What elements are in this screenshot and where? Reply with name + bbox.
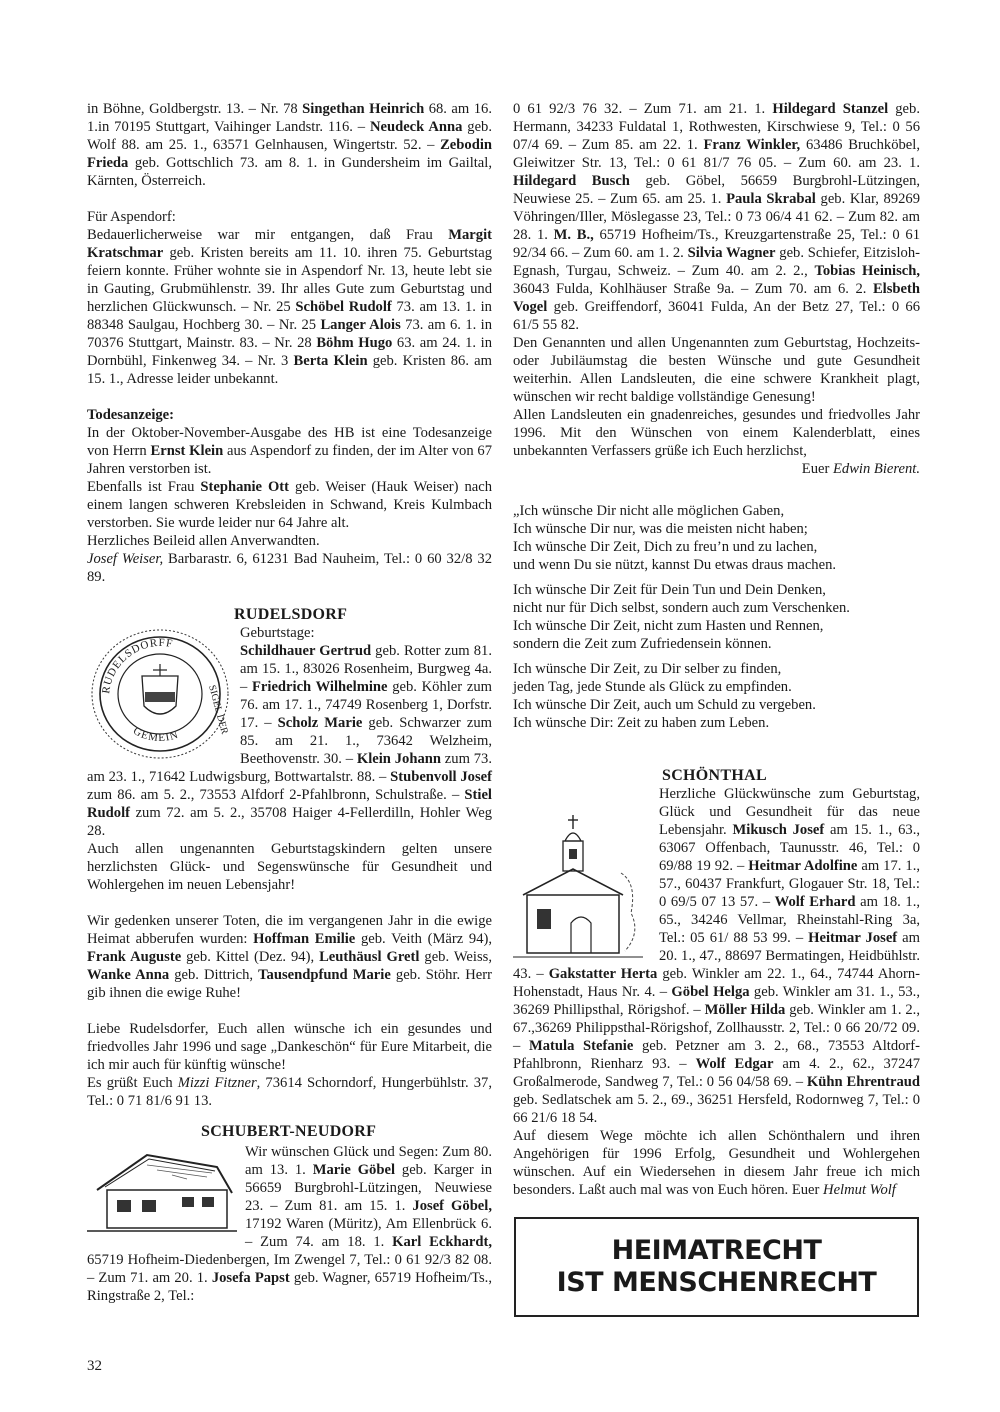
bold-name: Singethan Heinrich	[302, 101, 425, 117]
bold-name: Ernst Klein	[150, 443, 224, 459]
bold-name: Karl Eckhardt,	[392, 1234, 492, 1250]
rudelsdorf-birthdays: Schildhauer Gertrud geb. Rotter zum 81. am 15. 1., 83026 Rosenheim, Burgweg 4a. – Friedrich Wilhelmine geb. Köhler zum 76. am 17. 1., 74749 Rosenberg 1, Dorfstr. 17. – Scholz Marie geb. Schwarzer zum 85. am 21. 1., 73642 Welzheim, Beethovenstr. 30. – Klein Johann zum 73. am 23. 1., 71642 Ludwigsburg, Bottwartalstr. 88. – Stubenvoll Josef zum 86. am 5. 2., 73553 Alfdorf 2-Pfahlbronn, Schulstraße. – Stiel Rudolf zum 72. am 5. 2., 35708 Haiger 4-Fellerdilln, Hohler Weg 28.	[87, 643, 492, 839]
bold-name: Matula Stefanie	[528, 1038, 634, 1054]
bold-name: Göbel Helga	[671, 984, 750, 1000]
todes-paragraph-2: Ebenfalls ist Frau Stephanie Ott geb. Weiser (Hauk Weiser) nach einem langen schweren Krebsleiden in Schwand, Kreis Kulmbach verstorben. Sie wurde leider nur 64 Jahre alt.	[87, 479, 492, 531]
bold-name: Neudeck Anna	[369, 119, 463, 135]
rudelsdorf-subheading: Geburtstage:	[240, 625, 315, 641]
schoenthal-birthdays: Herzliche Glückwünsche zum Geburtstag, Glück und Gesundheit für das neue Lebensjahr. Mikusch Josef am 15. 1., 63., 63067 Offenbach, Taunusstr. 46, Tel.: 0 69/88 19 92. – Heitmar Adolfine am 17. 1., 57., 60437 Frankfurt, Glogauer Str. 18, Tel.: 0 69/5 07 13 57. – Wolf Erhard am 18. 1., 65., 34246 Vellmar, Rheinstahl-Ring 3a, Tel.: 05 61/ 88 53 99. – Heitmar Josef am 20. 1., 47., 88697 Bermatingen, Heidbühlstr. 43. – Gakstatter Herta geb. Winkler am 22. 1., 64., 74744 Ahorn-Hohenstadt, Haus Nr. 4. – Göbel Helga geb. Winkler am 31. 1., 53., 36269 Phillipsthal, Rörigshof. – Möller Hilda geb. Winkler am 1. 2., 67.,36269 Philippsthal-Rörigshof, Zollhausstr. 2, Tel.: 0 66 20/72 09. – Matula Stefanie geb. Petzner am 3. 2., 68., 73553 Altdorf-Pfahlbronn, Rienharz 93. – Wolf Edgar am 4. 2., 62., 37247 Großalmerode, Sandweg 7, Tel.: 0 56 04/58 69. – Kühn Ehrentraud geb. Sedlatschek am 5. 2., 69., 36251 Hersfeld, Rodornweg 7, Tel.: 0 66 21/6 18 54.	[513, 786, 921, 1126]
rudelsdorf-seal-icon	[87, 626, 232, 761]
wishes-paragraph-2: Allen Landsleuten ein gnadenreiches, gesundes und friedvolles Jahr 1996. Mit den Wünschen von einem Kalenderblatt, eines unbekannten Verfassers grüße ich Euch herzlichst,	[513, 407, 920, 459]
poem-stanza	[513, 581, 920, 653]
intro-paragraph: in Böhne, Goldbergstr. 13. – Nr. 78 Singethan Heinrich 68. am 16. 1.in 70195 Stuttgart, Vaihinger Landstr. 116. – Neudeck Anna geb. Wolf 88. am 25. 1., 63571 Gelnhausen, Wingertstr. 52. – Zebodin Frieda geb. Gottschlich 73. am 8. 1. in Gundersheim im Gailtal, Kärnten, Österreich.	[87, 101, 492, 189]
banner-line-2: IST MENSCHENRECHT	[556, 1267, 877, 1298]
bold-name: Schildhauer Gertrud	[240, 643, 372, 659]
bold-name: Josefa Papst	[211, 1270, 290, 1286]
poem-line: Ich wünsche Dir nur, was die meisten nicht haben;	[513, 521, 808, 537]
poem-line: Ich wünsche Dir Zeit, Dich zu freu’n und zu lachen,	[513, 539, 818, 555]
bold-name: Stubenvoll Josef	[390, 769, 492, 785]
todes-heading: Todesanzeige:	[87, 407, 175, 423]
bold-name: Hoffman Emilie	[253, 931, 356, 947]
bold-name: Heitmar Josef	[808, 930, 898, 946]
bold-name: M. B.,	[553, 227, 594, 243]
bold-name: Schöbel Rudolf	[295, 299, 392, 315]
bold-name: Zebodin Frieda	[87, 137, 492, 171]
aspendorf-heading: Für Aspendorf:	[87, 209, 176, 225]
todes-paragraph-3: Herzliches Beileid allen Anverwandten.	[87, 533, 320, 549]
bold-name: Böhm Hugo	[316, 335, 393, 351]
bold-name: Friedrich Wilhelmine	[252, 679, 388, 695]
wishes-signature-prefix: Euer	[801, 461, 833, 477]
farmhouse-illustration-icon	[87, 1145, 237, 1235]
bold-name: Hildegard Stanzel	[772, 101, 889, 117]
bold-name: Mikusch Josef	[732, 822, 825, 838]
bold-name: Kühn Ehrentraud	[806, 1074, 921, 1090]
page-number: 32	[87, 1358, 102, 1374]
todes-paragraph-1: In der Oktober-November-Ausgabe des HB ist eine Todesanzeige von Herrn Ernst Klein aus Aspendorf zu finden, der im Alter von 67 Jahren verstorben ist.	[87, 425, 492, 477]
bold-name: Möller Hilda	[704, 1002, 786, 1018]
rudelsdorf-wishes: Auch allen ungenannten Geburtstagskindern gelten unsere herzlichsten Glück- und Segenswünsche für Gesundheit und Wohlergehen im neuen Lebensjahr!	[87, 841, 492, 893]
right-column	[513, 100, 920, 1199]
svg-text:GEMEIN	[131, 725, 180, 744]
poem-line: Ich wünsche Dir Zeit, zu Dir selber zu finden,	[513, 661, 782, 677]
seal-text-top: RUDELSDORFF	[100, 636, 175, 695]
rudelsdorf-deceased: Wir gedenken unserer Toten, die im vergangenen Jahr in die ewige Heimat abberufen wurden: Hoffman Emilie geb. Veith (März 94), Frank Auguste geb. Kittel (Dez. 94), Leuthäusl Gretl geb. Weiss, Wanke Anna geb. Dittrich, Tausendpfund Marie geb. Stöhr. Herr gib ihnen die ewige Ruhe!	[87, 913, 493, 1001]
italic-name: Josef Weiser,	[87, 551, 164, 567]
schoenthal-closing	[513, 1127, 920, 1199]
seal-text-right: SIGEL DER	[206, 683, 230, 736]
schubert-neudorf-paragraph: Wir wünschen Glück und Segen: Zum 80. am 13. 1. Marie Göbel geb. Karger in 56659 Burgbrohl-Lützingen, Neuwiese 23. – Zum 81. am 15. 1. Josef Göbel, 17192 Waren (Müritz), Am Ellenbrück 6. – Zum 74. am 18. 1. Karl Eckhardt, 65719 Hofheim-Diedenbergen, Im Zwengel 7, Tel.: 0 61 92/3 82 08. – Zum 71. am 20. 1. Josefa Papst geb. Wagner, 65719 Hofheim/Ts., Ringstraße 2, Tel.:	[87, 1144, 493, 1304]
poem-line: „Ich wünsche Dir nicht alle möglichen Gaben,	[513, 503, 785, 519]
banner-line-1: HEIMATRECHT	[611, 1235, 822, 1266]
poem-line: Ich wünsche Dir: Zeit zu haben zum Leben.	[513, 715, 770, 731]
poem-line: Ich wünsche Dir Zeit, nicht zum Hasten und Rennen,	[513, 618, 824, 634]
bold-name: Silvia Wagner	[687, 245, 776, 261]
bold-name: Scholz Marie	[277, 715, 363, 731]
poem-line: Ich wünsche Dir Zeit, auch um Schuld zu vergeben.	[513, 697, 816, 713]
bold-name: Klein Johann	[356, 751, 441, 767]
left-column	[87, 100, 492, 1305]
bold-name: Stephanie Ott	[200, 479, 290, 495]
schoenthal-heading: SCHÖNTHAL	[662, 767, 767, 784]
poem	[513, 502, 920, 732]
bold-name: Margit Kratschmar	[87, 227, 492, 261]
aspendorf-paragraph: Bedauerlicherweise war mir entgangen, daß Frau Margit Kratschmar geb. Kristen bereits am 11. 10. ihren 75. Geburtstag feiern konnte. Früher wohnte sie in Aspendorf Nr. 13, heute lebt sie in Gauting, Grubmühlenstr. 39. Ihr alles Gute zum Geburtstag und herzlichen Glückwunsch. – Nr. 25 Schöbel Rudolf 73. am 13. 1. in 88348 Saulgau, Hochberg 30. – Nr. 25 Langer Alois 73. am 6. 1. in 70376 Stuttgart, Mainstr. 83. – Nr. 28 Böhm Hugo 63. am 24. 1. in Dornbühl, Finkenweg 34. – Nr. 3 Berta Klein geb. Kristen 86. am 15. 1., Adresse leider unbekannt.	[87, 227, 493, 387]
poem-line: jeden Tag, jede Stunde als Glück zu empfinden.	[513, 679, 792, 695]
seal-text-bottom: GEMEIN	[131, 724, 181, 745]
poem-line: sondern die Zeit zum Zufriedensein können.	[513, 636, 772, 652]
wishes-paragraph-1: Den Genannten und allen Ungenannten zum Geburtstag, Hochzeits- oder Jubiläumstag die besten Wünsche und gute Gesundheit weiterhin. Allen Landsleuten, die eine schwere Krankheit plagt, wünschen wir recht baldige vollständige Genesung!	[513, 335, 920, 405]
heimatrecht-banner	[514, 1217, 919, 1317]
bold-name: Wanke Anna	[87, 967, 170, 983]
bold-name: Leuthäusl Gretl	[319, 949, 420, 965]
rudelsdorf-signature: Es grüßt Euch Mizzi Fitzner, 73614 Schorndorf, Hungerbühlstr. 37, Tel.: 0 71 81/6 91 13.	[87, 1075, 492, 1109]
bold-name: Hildegard Busch	[513, 173, 630, 189]
bold-name: Berta Klein	[293, 353, 368, 369]
continued-birthdays: 0 61 92/3 76 32. – Zum 71. am 21. 1. Hildegard Stanzel geb. Hermann, 34233 Fuldatal 1, Rothwesten, Kirschwiese 9, Tel.: 0 56 07/4 69. – Zum 85. am 22. 1. Franz Winkler, 63486 Bruchköbel, Gleiwitzer Str. 13, Tel.: 0 61 81/7 76 05. – Zum 60. am 23. 1. Hildegard Busch geb. Göbel, 56659 Burgbrohl-Lützingen, Neuwiese 25. – Zum 65. am 25. 1. Paula Skrabal geb. Klar, 89269 Vöhringen/Iller, Möslegasse 23, Tel.: 0 73 06/4 41 62. – Zum 82. am 28. 1. M. B., 65719 Hofheim/Ts., Kreuzgartenstraße 25, Tel.: 0 61 92/34 66. – Zum 60. am 1. 2. Silvia Wagner geb. Schiefer, Eitzisloh-Egnash, Turgau, Schweiz. – Zum 40. am 2. 2., Tobias Heinisch, 36043 Fulda, Kohlhäuser Straße 9a. – Zum 70. am 6. 2. Elsbeth Vogel geb. Greiffendorf, 36041 Fulda, An der Betz 27, Tel.: 0 66 61/5 55 82.	[513, 101, 921, 333]
poem-stanza	[513, 660, 920, 732]
bold-name: Frank Auguste	[87, 949, 182, 965]
chapel-illustration-icon	[513, 813, 653, 963]
poem-stanza	[513, 502, 920, 574]
bold-name: Paula Skrabal	[726, 191, 816, 207]
bold-name: Tausendpfund Marie	[258, 967, 391, 983]
wishes-signature-name: Edwin Bierent.	[832, 461, 920, 477]
rudelsdorf-heading: RUDELSDORF	[234, 606, 348, 623]
bold-name: Gakstatter Herta	[548, 966, 658, 982]
bold-name: Langer Alois	[320, 317, 401, 333]
bold-name: Franz Winkler,	[703, 137, 801, 153]
bold-name: Wolf Erhard	[774, 894, 856, 910]
bold-name: Elsbeth Vogel	[513, 281, 920, 315]
svg-text:RUDELSDORFF	[100, 637, 174, 695]
bold-name: Tobias Heinisch,	[814, 263, 920, 279]
poem-line: nicht nur für Dich selbst, sondern auch zum Verschenken.	[513, 600, 850, 616]
italic-name: Mizzi Fitzner	[177, 1075, 257, 1091]
schoenthal-closing-text: Auf diesem Wege möchte ich allen Schönthalern und ihren Angehörigen für 1996 Erfolg, Gesundheit und Wohlergehen wünschen. Auf ein Wiedersehen in diesem Jahr freue ich mich besonders. Laßt auch mal was von Euch hören. Euer	[513, 1128, 920, 1198]
bold-name: Stiel Rudolf	[87, 787, 492, 821]
bold-name: Josef Göbel,	[412, 1198, 492, 1214]
schoenthal-signature-name: Helmut Wolf	[823, 1182, 896, 1198]
bold-name: Heitmar Adolfine	[748, 858, 858, 874]
poem-line: und wenn Du sie nützt, kannst Du etwas draus machen.	[513, 557, 837, 573]
schubert-neudorf-heading: SCHUBERT-NEUDORF	[201, 1123, 377, 1140]
rudelsdorf-closing: Liebe Rudelsdorfer, Euch allen wünsche ich ein gesundes und friedvolles Jahr 1996 und sage „Dankeschön“ für Eure Mitarbeit, die ich mir auch für künftig wünsche!	[87, 1021, 492, 1073]
bold-name: Marie Göbel	[312, 1162, 395, 1178]
bold-name: Wolf Edgar	[695, 1056, 774, 1072]
wishes-signature	[513, 460, 920, 478]
todes-signature: Josef Weiser, Barbarastr. 6, 61231 Bad Nauheim, Tel.: 0 60 32/8 32 89.	[87, 551, 492, 585]
poem-line: Ich wünsche Dir Zeit für Dein Tun und Dein Denken,	[513, 582, 826, 598]
